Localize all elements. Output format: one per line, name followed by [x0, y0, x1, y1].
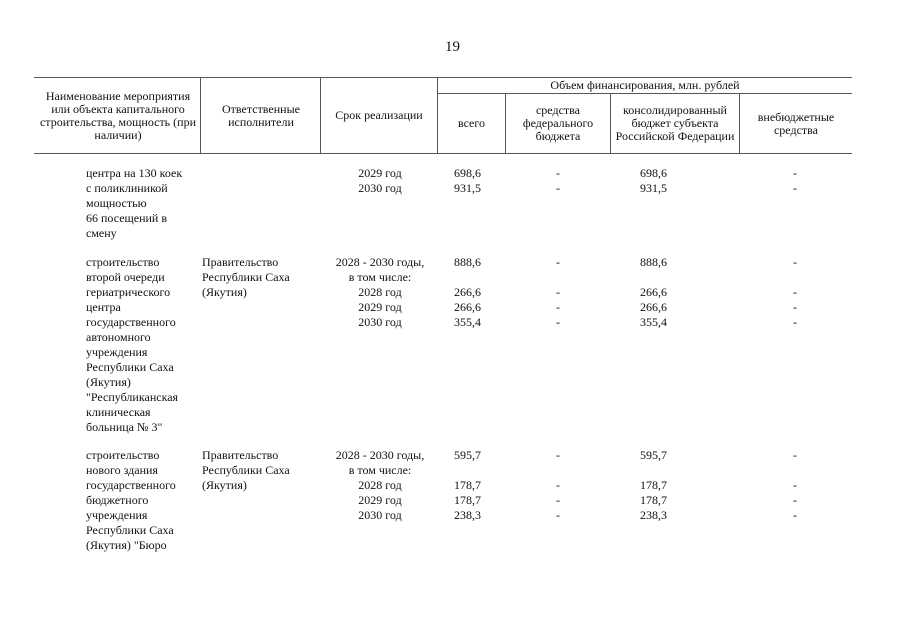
row-3-name: строительство нового здания государственного бюджетного учреждения Республики Саха (Якутия) "Бюро	[86, 448, 176, 552]
row-1-name: центра на 130 коек с поликлиникой мощностью 66 посещений в смену	[86, 166, 183, 240]
row-2-executor: Правительство Республики Саха (Якутия)	[202, 255, 290, 299]
row-2-total: 888,6 266,6 266,6 355,4	[454, 255, 481, 329]
row-3-consolidated: 595,7 178,7 178,7 238,3	[640, 448, 667, 522]
row-2-federal: - - - -	[556, 255, 560, 329]
row-3-extra: - - - -	[793, 448, 797, 522]
header-term: Срок реализации	[335, 108, 423, 122]
header-total: всего	[457, 116, 486, 130]
row-1-total: 698,6 931,5	[454, 166, 481, 195]
row-2-extra: - - - -	[793, 255, 797, 329]
row-1-term: 2029 год 2030 год	[358, 166, 402, 195]
row-2-term: 2028 - 2030 годы, в том числе: 2028 год 2029 год 2030 год	[335, 255, 425, 329]
row-3-total: 595,7 178,7 178,7 238,3	[454, 448, 481, 522]
row-2-name: строительство второй очереди гериатрического центра государственного автономного учреждения Республики Саха (Якутия) "Республиканская клиническая больница № 3"	[86, 255, 179, 434]
page-number: 19	[445, 39, 460, 55]
header-federal: средства федерального бюджета	[522, 103, 594, 143]
header-executors: Ответственные исполнители	[222, 101, 300, 129]
header-name: Наименование мероприятия или объекта капитального строительства, мощность (при наличии)	[39, 88, 196, 142]
row-2-consolidated: 888,6 266,6 266,6 355,4	[640, 255, 667, 329]
header-bottom-border	[34, 153, 852, 154]
header-consolidated: консолидированный бюджет субъекта Российской Федерации	[615, 103, 735, 143]
header-extra: внебюджетные средства	[757, 109, 835, 137]
row-3-term: 2028 - 2030 годы, в том числе: 2028 год 2029 год 2030 год	[335, 448, 425, 522]
column-divider	[200, 77, 201, 153]
row-3-executor: Правительство Республики Саха (Якутия)	[202, 448, 290, 492]
row-1-consolidated: 698,6 931,5	[640, 166, 667, 195]
row-1-extra: - -	[793, 166, 797, 195]
header-financing: Объем финансирования, млн. рублей	[550, 78, 740, 92]
row-3-federal: - - - -	[556, 448, 560, 522]
row-1-federal: - -	[556, 166, 560, 195]
